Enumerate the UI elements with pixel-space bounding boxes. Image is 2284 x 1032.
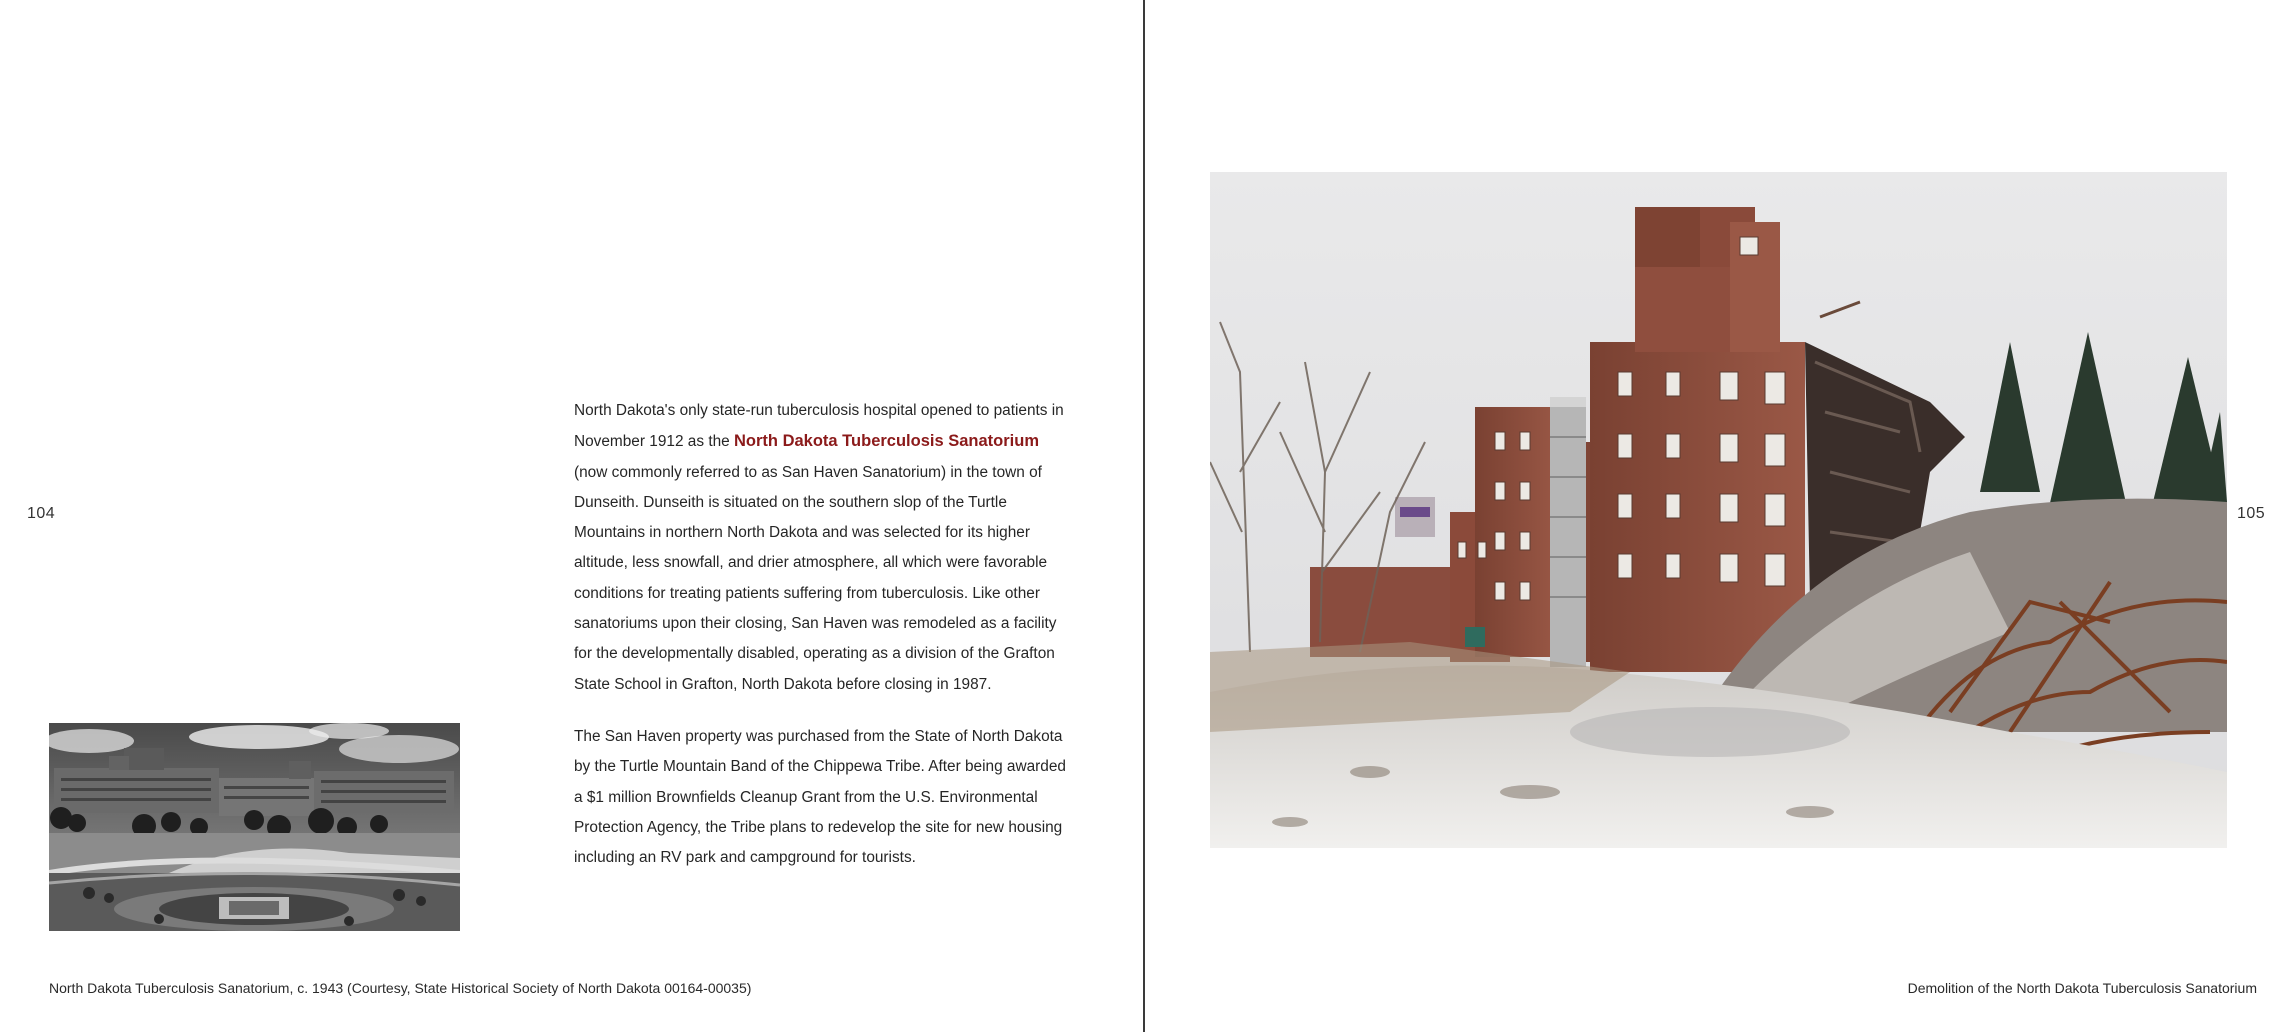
right-page: [1145, 0, 2284, 1032]
historical-photo: [49, 723, 460, 931]
paragraph-1: [574, 396, 1074, 700]
paragraph-1-rest: (now commonly referred to as San Haven Sanatorium) in the town of Dunseith. Dunseith is situated on the southern slop of the Turtle Mountains in northern North Dakota and was selected for its higher altitude, less snowfall, and drier atmosphere, all which were favorable conditions for treating patients suffering from tuberculosis. Like other sanatoriums upon their closing, San Haven was remodeled as a facility for the developmentally disabled, operating as a division of the Grafton State School in Grafton, North Dakota before closing in 1987.: [574, 463, 1057, 693]
demolition-photo: [1210, 172, 2227, 848]
body-text: [574, 396, 1074, 895]
page-number-right: 105: [2237, 505, 2266, 522]
paragraph-1-start: North Dakota's only state-run tuberculosis hospital opened to patients in November 1912 as the: [574, 402, 1064, 451]
sanatorium-name-highlight: North Dakota Tuberculosis Sanatorium: [734, 432, 1039, 451]
paragraph-2: The San Haven property was purchased from the State of North Dakota by the Turtle Mountain Band of the Chippewa Tribe. After being awarded a $1 million Brownfields Cleanup Grant from the U.S. Environmental Protection Agency, the Tribe plans to redevelop the site for new housing including an RV park and campground for tourists.: [574, 727, 1066, 867]
historical-photo-caption: North Dakota Tuberculosis Sanatorium, c. 1943 (Courtesy, State Historical Society of North Dakota 00164-00035): [49, 980, 752, 996]
demolition-photo-caption: Demolition of the North Dakota Tuberculosis Sanatorium: [1907, 980, 2257, 996]
page-number-left: 104: [27, 505, 56, 522]
